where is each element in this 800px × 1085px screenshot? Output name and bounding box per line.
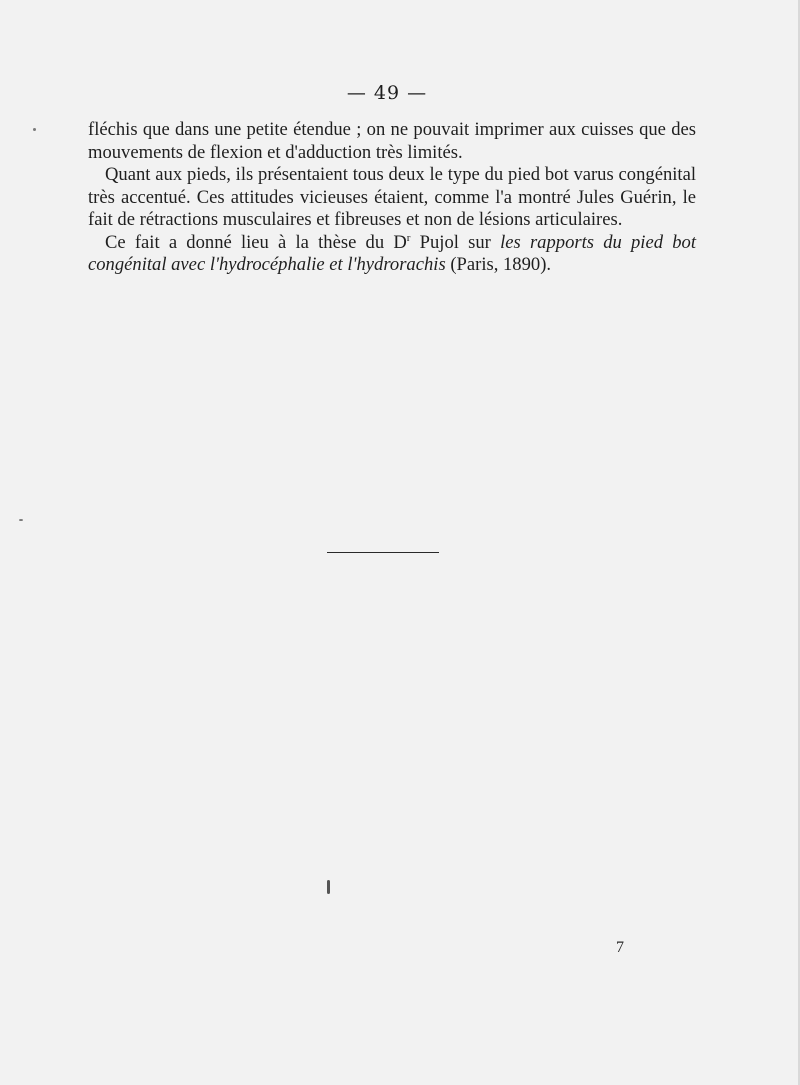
- thesis-author-text: Pujol sur: [410, 231, 501, 253]
- page-number: — 49 —: [346, 82, 428, 104]
- thesis-title: les rapports du pied bot congénital avec l'hydrocéphalie et l'hydrorachis: [88, 231, 696, 275]
- body-text: [88, 119, 696, 277]
- paragraph-feet: Quant aux pieds, ils présentaient tous deux le type du pied bot varus congénital très accentué. Ces attitudes vicieuses étaient, comme l'a montré Jules Guérin, le fait de rétractions musculaires et fibreuses et non de lésions articulaires.: [88, 164, 696, 230]
- scan-speck: [33, 128, 36, 131]
- scan-speck: [327, 880, 330, 894]
- section-divider-rule: [327, 552, 439, 553]
- signature-mark: 7: [616, 939, 624, 956]
- scan-speck: [19, 519, 23, 521]
- paragraph-continuation: fléchis que dans une petite étendue ; on ne pouvait imprimer aux cuisses que des mouvements de flexion et d'adduction très limités.: [88, 119, 696, 163]
- thesis-lead-text: Ce fait a donné lieu à la thèse du D: [105, 231, 407, 253]
- thesis-trail-text: (Paris, 1890).: [445, 254, 552, 275]
- paragraph-thesis-reference: [88, 232, 696, 277]
- doctor-superscript: r: [406, 231, 411, 244]
